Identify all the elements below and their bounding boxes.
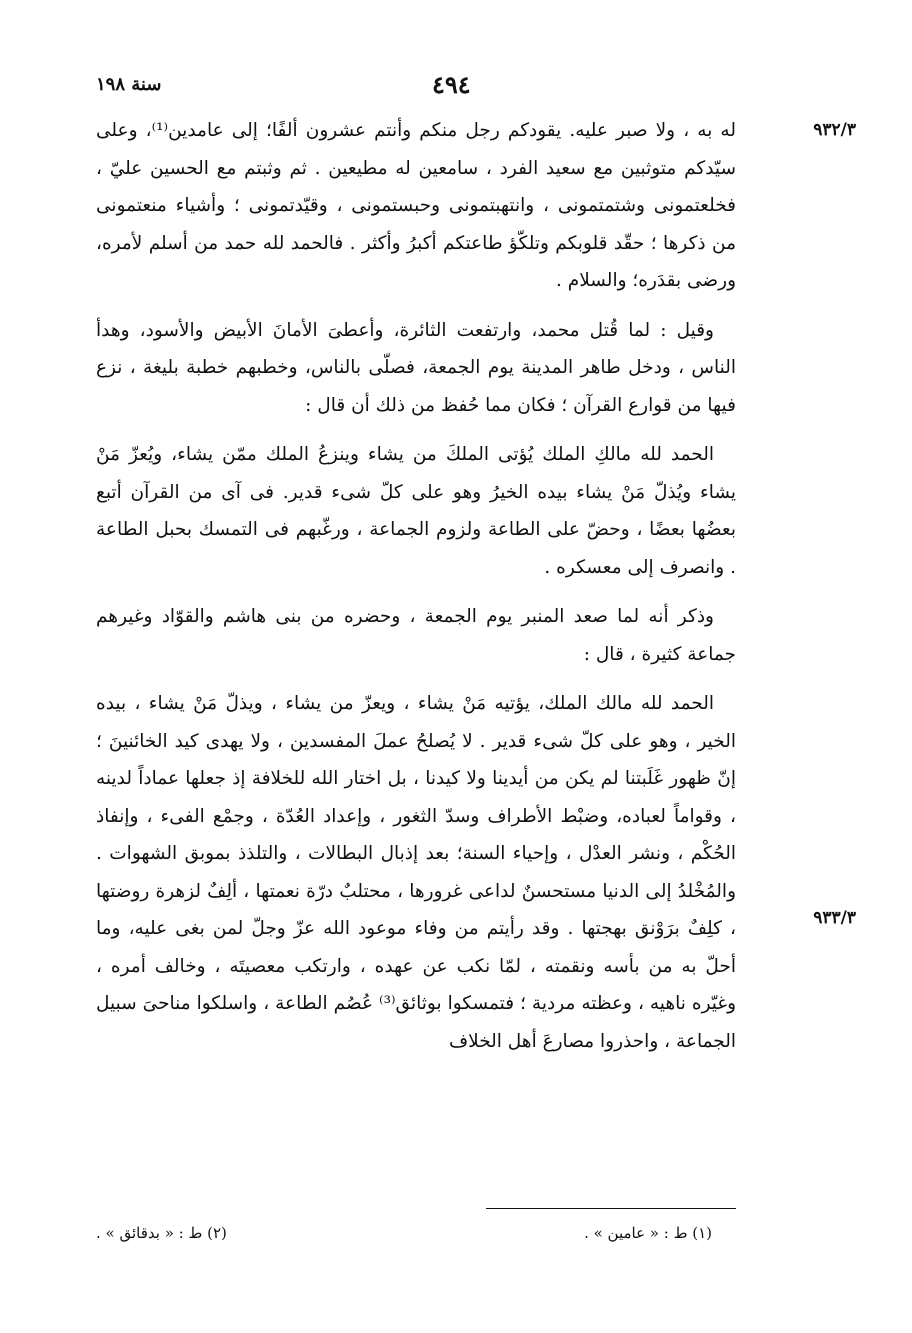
paragraph: وذكر أنه لما صعد المنبر يوم الجمعة ، وحضره من بنى هاشم والقوّاد وغيرهم جماعة كثيرة ، قال : [96,606,736,665]
footnote-divider [486,1208,736,1209]
footnote: (١) ط : « عامين » . [584,1224,712,1242]
body-text [96,112,736,1072]
running-header-year: سنة ١٩٨ [96,74,162,95]
paragraph: له به ، ولا صبر عليه. يقودكم رجل منكم وأنتم عشرون ألفًا؛ إلى عامدين⁽¹⁾، وعلى سيّدكم متوثبين مع سعيد الفرد ، سامعين له مطيعين . ثم وثبتم مع الحسين عليّ ، فخلعتمونى وشتمتمونى ، وانتهبتمونى وحبستمونى ، وقيّدتمونى ؛ وأشياء منعتمونى من ذكرها ؛ حقّد قلوبكم وتلكّؤ طاعتكم أكبرُ وأكثر . فالحمد لله حمد من أسلم لأمره، ورضى بقدَره؛ والسلام . [96,120,736,291]
margin-reference: ٩٣٣/٣ [813,908,856,928]
paragraph: وقيل : لما قُتل محمد، وارتفعت الثائرة، وأعطىَ الأمانَ الأبيض والأسود، وهدأ الناس ، ودخل طاهر المدينة يوم الجمعة، فصلّى بالناس، وخطبهم خطبة بليغة ، نزع فيها من قوارع القرآن ؛ فكان مما حُفظ من ذلك أن قال : [96,319,736,416]
footnote: (٢) ط : « بدقائق » . [96,1224,227,1242]
margin-reference: ٩٣٢/٣ [813,120,856,140]
page-number: ٤٩٤ [432,70,471,99]
paragraph: الحمد لله مالك الملك، يؤتيه مَنْ يشاء ، ويعزّ من يشاء ، ويذلّ مَنْ يشاء ، بيده الخير ، وهو على كلّ شىء قدير . لا يُصلحُ عملَ المفسدين ، ولا يهدى كيد الخائنينَ ؛ إنّ ظهور غَلَبتنا لم يكن من أيدينا ولا كيدنا ، بل اختار الله للخلافة إذ جعلها عماداً لدينه ، وقواماً لعباده، وضبْط الأطراف وسدّ الثغور ، وإعداد العُدّة ، وجمْع الفىء ، وإنفاذ الحُكْم ، ونشر العدْل ، وإحياء السنة؛ بعد إذبال البطالات ، والتلذذ بموبق الشهوات . والمُخْلدُ إلى الدنيا مستحسنٌ لداعى غرورها ، محتلبٌ درّة نعمتها ، ألِفٌ لزهرة روضتها ، كلِفٌ برَوْنق بهجتها . وقد رأيتم من وفاء موعود الله عزّ وجلّ لمن بغى عليه، وما أحلّ به من بأسه ونقمته ، لمّا نكب عن عهده ، وارتكب معصيتَه ، وخالف أمره ، وغيّره ناهيه ، وعظته مردية ؛ فتمسكوا بوثائق⁽³⁾ عُصُم الطاعة ، واسلكوا مناحىَ سبيل الجماعة ، واحذروا مصارعَ أهل الخلاف [96,693,736,1052]
paragraph: الحمد لله مالكِ الملك يُؤتى الملكَ من يشاء وينزعُ الملك ممّن يشاء، ويُعزّ مَنْ يشاء ويُذلّ مَنْ يشاء بيده الخيرُ وهو على كلّ شىء قدير. فى آى من القرآن أتبع بعضُها بعضًا ، وحضّ على الطاعة ولزوم الجماعة ، ورغّبهم فى التمسك بحبل الطاعة . وانصرف إلى معسكره . [96,444,736,578]
